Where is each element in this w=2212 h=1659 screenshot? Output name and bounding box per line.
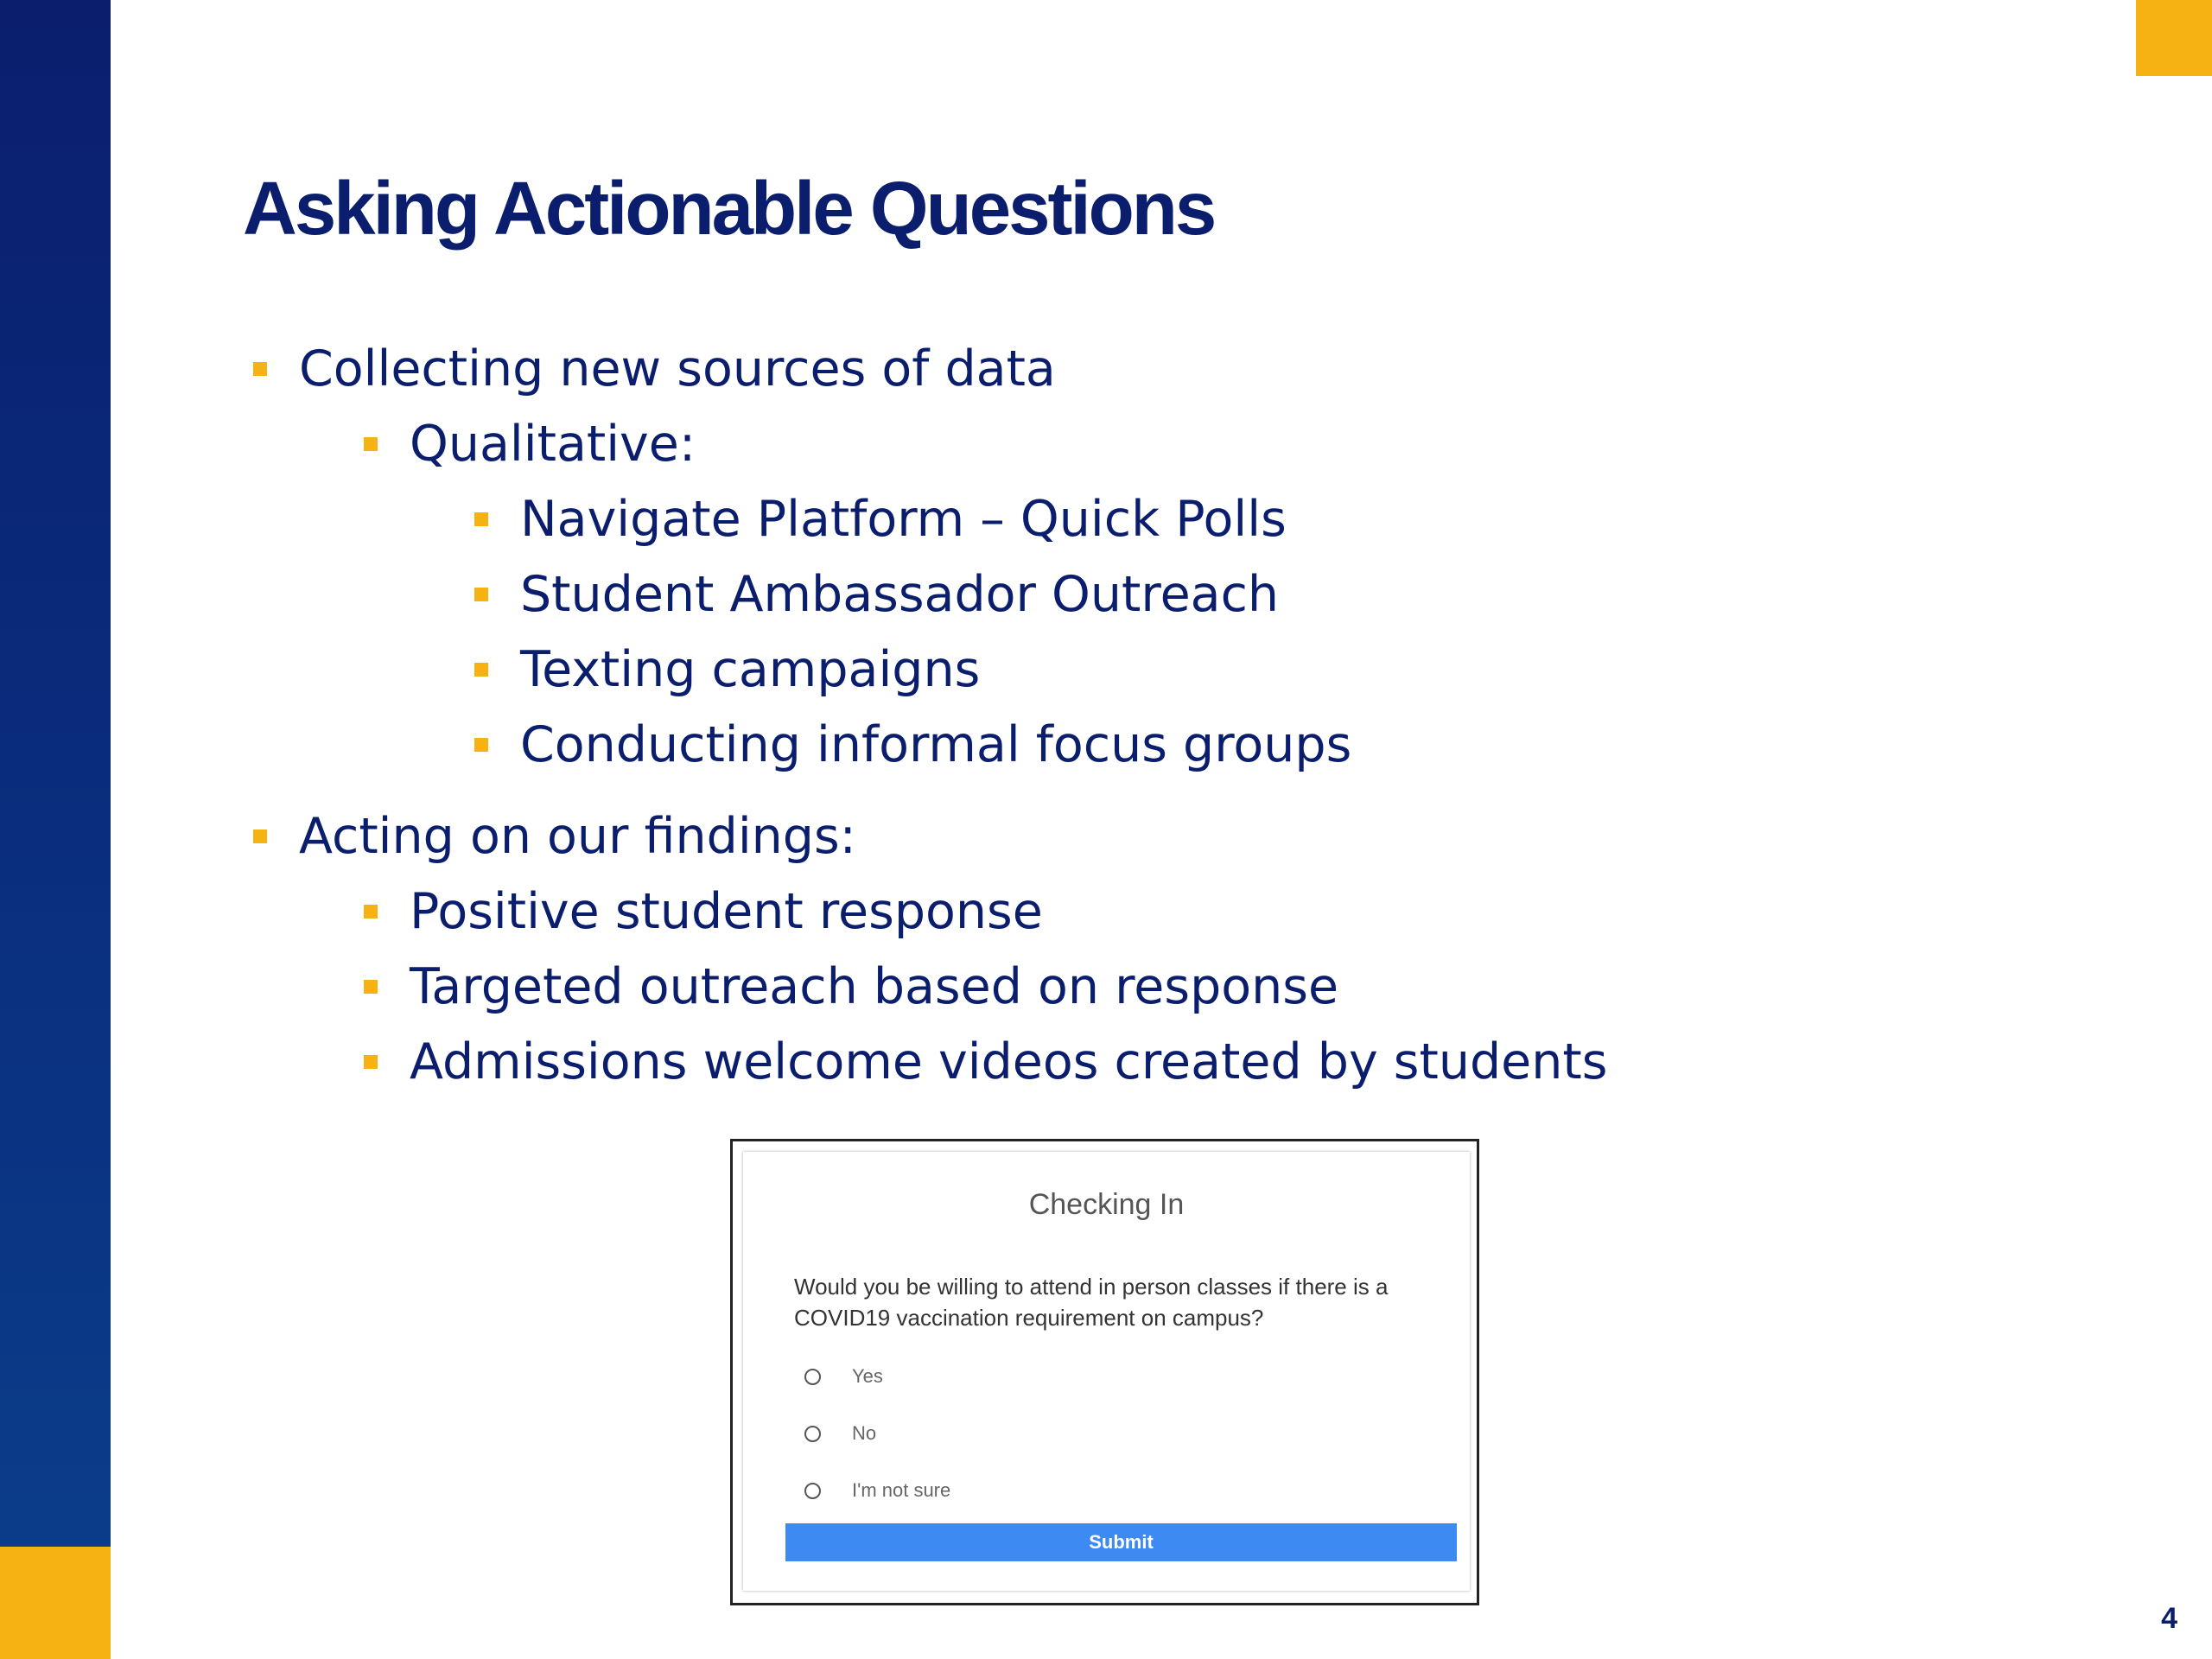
poll-form xyxy=(743,1152,1470,1591)
bullet-square-icon xyxy=(364,905,378,918)
poll-option-label: I'm not sure xyxy=(852,1479,951,1501)
bullet-square-icon xyxy=(364,980,378,994)
bullet-text: Collecting new sources of data xyxy=(299,340,1056,397)
poll-option-label: Yes xyxy=(852,1365,883,1387)
poll-option-not-sure[interactable] xyxy=(804,1478,950,1503)
submit-button[interactable]: Submit xyxy=(785,1523,1457,1561)
bullet-text: Student Ambassador Outreach xyxy=(520,566,1280,623)
poll-option-no[interactable] xyxy=(804,1421,876,1446)
bullet-item xyxy=(520,491,1287,548)
bullet-text: Targeted outreach based on response xyxy=(410,958,1339,1015)
bullet-text: Admissions welcome videos created by students xyxy=(410,1033,1608,1090)
bullet-item xyxy=(520,641,981,698)
bullet-text: Acting on our findings: xyxy=(299,808,856,865)
poll-question: Would you be willing to attend in person classes if there is a COVID19 vaccination requirement on campus? xyxy=(794,1274,1389,1331)
bullet-item xyxy=(520,716,1352,773)
bullet-item xyxy=(299,340,1056,397)
bullet-square-icon xyxy=(253,362,267,376)
bullet-square-icon xyxy=(474,512,488,526)
poll-screenshot xyxy=(730,1139,1479,1605)
bullet-text: Navigate Platform – Quick Polls xyxy=(520,491,1287,548)
bullet-item xyxy=(520,566,1280,623)
bullet-item xyxy=(299,808,856,865)
bullet-item xyxy=(410,958,1339,1015)
bullet-text: Qualitative: xyxy=(410,416,696,473)
corner-gold-block xyxy=(2136,0,2212,76)
bullet-square-icon xyxy=(474,663,488,677)
radio-icon[interactable] xyxy=(804,1426,821,1442)
poll-option-yes[interactable] xyxy=(804,1363,883,1389)
page-number: 4 xyxy=(2161,1602,2177,1635)
slide-title: Asking Actionable Questions xyxy=(243,167,1215,251)
bullet-square-icon xyxy=(474,588,488,601)
bullet-square-icon xyxy=(253,830,267,843)
left-accent-bar xyxy=(0,0,111,1659)
bullet-square-icon xyxy=(364,1055,378,1069)
radio-icon[interactable] xyxy=(804,1369,821,1385)
radio-icon[interactable] xyxy=(804,1483,821,1499)
bullet-item xyxy=(410,416,696,473)
bullet-square-icon xyxy=(474,738,488,752)
bullet-item xyxy=(410,1033,1608,1090)
poll-title: Checking In xyxy=(1028,1188,1185,1221)
bullet-item xyxy=(410,883,1043,940)
bullet-text: Texting campaigns xyxy=(520,641,981,698)
left-bar-gold-block xyxy=(0,1547,111,1659)
bullet-text: Positive student response xyxy=(410,883,1043,940)
bullet-square-icon xyxy=(364,437,378,451)
bullet-text: Conducting informal focus groups xyxy=(520,716,1352,773)
poll-option-label: No xyxy=(852,1422,877,1444)
